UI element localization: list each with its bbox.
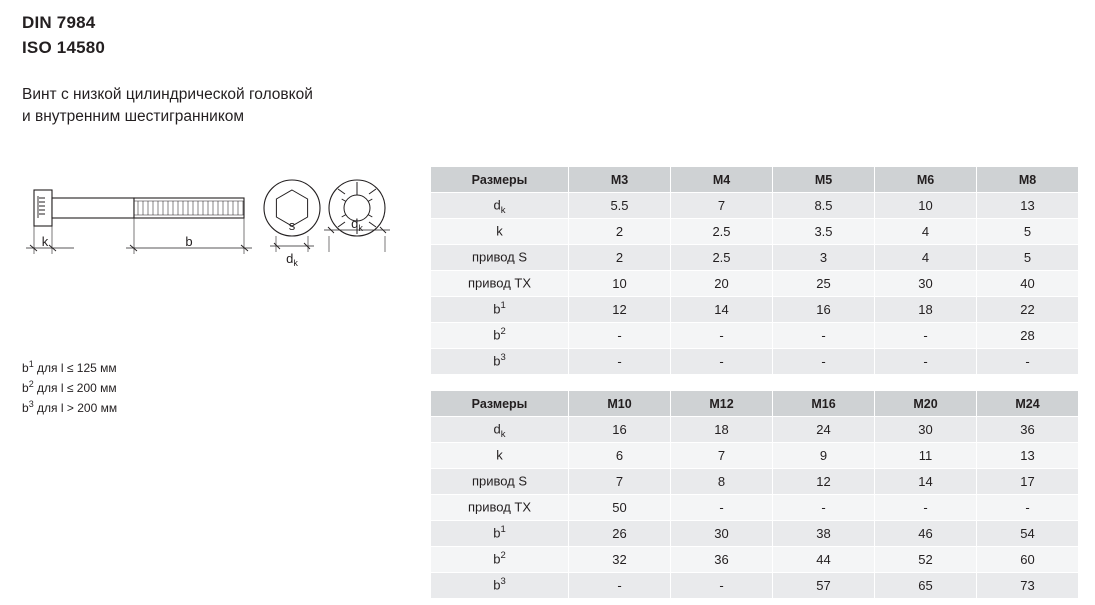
column-header: Размеры	[431, 391, 569, 417]
dim-label-b: b	[185, 234, 193, 249]
cell: 11	[875, 443, 977, 469]
cell: 36	[977, 417, 1079, 443]
column-header: M24	[977, 391, 1079, 417]
table-row	[431, 323, 1079, 349]
cell: 8.5	[773, 193, 875, 219]
title-block	[22, 10, 422, 128]
row-label: k	[431, 219, 569, 245]
cell: 18	[671, 417, 773, 443]
row-label: привод TX	[431, 495, 569, 521]
cell: 4	[875, 219, 977, 245]
cell: -	[875, 323, 977, 349]
cell: 3.5	[773, 219, 875, 245]
cell: 30	[671, 521, 773, 547]
cell: 30	[875, 417, 977, 443]
cell: -	[977, 495, 1079, 521]
cell: 73	[977, 573, 1079, 599]
product-description-line-1: Винт с низкой цилиндрической головкой	[22, 86, 313, 103]
cell: 60	[977, 547, 1079, 573]
dimensions-table-large	[430, 390, 1079, 599]
cell: 50	[569, 495, 671, 521]
row-label: $b^2$	[431, 323, 569, 349]
cell: -	[671, 495, 773, 521]
column-header: Размеры	[431, 167, 569, 193]
cell: -	[977, 349, 1079, 375]
cell: 14	[875, 469, 977, 495]
cell: 7	[569, 469, 671, 495]
cell: -	[875, 495, 977, 521]
cell: 5.5	[569, 193, 671, 219]
table-row	[431, 547, 1079, 573]
table-row	[431, 573, 1079, 599]
cell: 16	[569, 417, 671, 443]
column-header: M6	[875, 167, 977, 193]
row-label: привод TX	[431, 271, 569, 297]
cell: 26	[569, 521, 671, 547]
table-row	[431, 521, 1079, 547]
cell: -	[569, 323, 671, 349]
column-header: M8	[977, 167, 1079, 193]
cell: 18	[875, 297, 977, 323]
cell: 17	[977, 469, 1079, 495]
cell: 36	[671, 547, 773, 573]
column-header: M4	[671, 167, 773, 193]
dim-label-k: k	[41, 234, 49, 249]
dim-label-s: s	[288, 218, 296, 233]
cell: -	[671, 349, 773, 375]
cell: 10	[875, 193, 977, 219]
cell: 6	[569, 443, 671, 469]
column-header: M12	[671, 391, 773, 417]
row-label: $b^2$	[431, 547, 569, 573]
standard-din: DIN 7984	[22, 13, 96, 32]
cell: 3	[773, 245, 875, 271]
cell: 5	[977, 245, 1079, 271]
cell: 14	[671, 297, 773, 323]
cell: 7	[671, 193, 773, 219]
table-header-row	[431, 167, 1079, 193]
cell: 2.5	[671, 245, 773, 271]
standard-iso: ISO 14580	[22, 38, 106, 57]
row-label: привод S	[431, 469, 569, 495]
cell: -	[773, 323, 875, 349]
cell: 52	[875, 547, 977, 573]
cell: -	[569, 573, 671, 599]
cell: 65	[875, 573, 977, 599]
cell: -	[671, 573, 773, 599]
column-header: M5	[773, 167, 875, 193]
cell: 12	[569, 297, 671, 323]
cell: 13	[977, 443, 1079, 469]
cell: 13	[977, 193, 1079, 219]
product-description-line-2: и внутренним шестигранником	[22, 108, 245, 125]
row-label: $b^3$	[431, 573, 569, 599]
drawing-svg	[12, 168, 412, 308]
cell: -	[671, 323, 773, 349]
table-row	[431, 443, 1079, 469]
cell: 22	[977, 297, 1079, 323]
row-label: $b^1$	[431, 521, 569, 547]
table-row	[431, 349, 1079, 375]
cell: 7	[671, 443, 773, 469]
cell: 2	[569, 245, 671, 271]
row-label: $d_k$	[431, 193, 569, 219]
cell: -	[773, 495, 875, 521]
table-row	[431, 245, 1079, 271]
cell: 9	[773, 443, 875, 469]
cell: 8	[671, 469, 773, 495]
table-row	[431, 271, 1079, 297]
footnote-b2: $b^2$ для l ≤ 200 мм	[22, 379, 117, 395]
table-row	[431, 297, 1079, 323]
cell: 54	[977, 521, 1079, 547]
cell: 40	[977, 271, 1079, 297]
table-row	[431, 495, 1079, 521]
cell: 44	[773, 547, 875, 573]
footnote-b1: $b^1$ для l ≤ 125 мм	[22, 359, 117, 375]
cell: 12	[773, 469, 875, 495]
row-label: $b^3$	[431, 349, 569, 375]
footnotes	[22, 356, 117, 416]
cell: 28	[977, 323, 1079, 349]
row-label: $d_k$	[431, 417, 569, 443]
dim-label-dk-front: $d_k$	[351, 216, 363, 233]
cell: 57	[773, 573, 875, 599]
row-label: привод S	[431, 245, 569, 271]
table-row	[431, 469, 1079, 495]
column-header: M10	[569, 391, 671, 417]
table-header-row	[431, 391, 1079, 417]
cell: 20	[671, 271, 773, 297]
cell: 25	[773, 271, 875, 297]
column-header: M16	[773, 391, 875, 417]
cell: 4	[875, 245, 977, 271]
screw-technical-drawing	[12, 168, 412, 308]
cell: -	[875, 349, 977, 375]
footnote-b3: $b^3$ для l > 200 мм	[22, 399, 118, 415]
cell: 32	[569, 547, 671, 573]
column-header: M20	[875, 391, 977, 417]
cell: 16	[773, 297, 875, 323]
row-label: $b^1$	[431, 297, 569, 323]
cell: 5	[977, 219, 1079, 245]
dim-label-dk-side: $d_k$	[286, 251, 298, 268]
cell: 10	[569, 271, 671, 297]
cell: 46	[875, 521, 977, 547]
cell: -	[773, 349, 875, 375]
table-row	[431, 193, 1079, 219]
cell: 24	[773, 417, 875, 443]
cell: 2	[569, 219, 671, 245]
row-label: k	[431, 443, 569, 469]
column-header: M3	[569, 167, 671, 193]
cell: 2.5	[671, 219, 773, 245]
cell: -	[569, 349, 671, 375]
table-row	[431, 219, 1079, 245]
table-row	[431, 417, 1079, 443]
cell: 30	[875, 271, 977, 297]
dimensions-table-small	[430, 166, 1079, 375]
cell: 38	[773, 521, 875, 547]
